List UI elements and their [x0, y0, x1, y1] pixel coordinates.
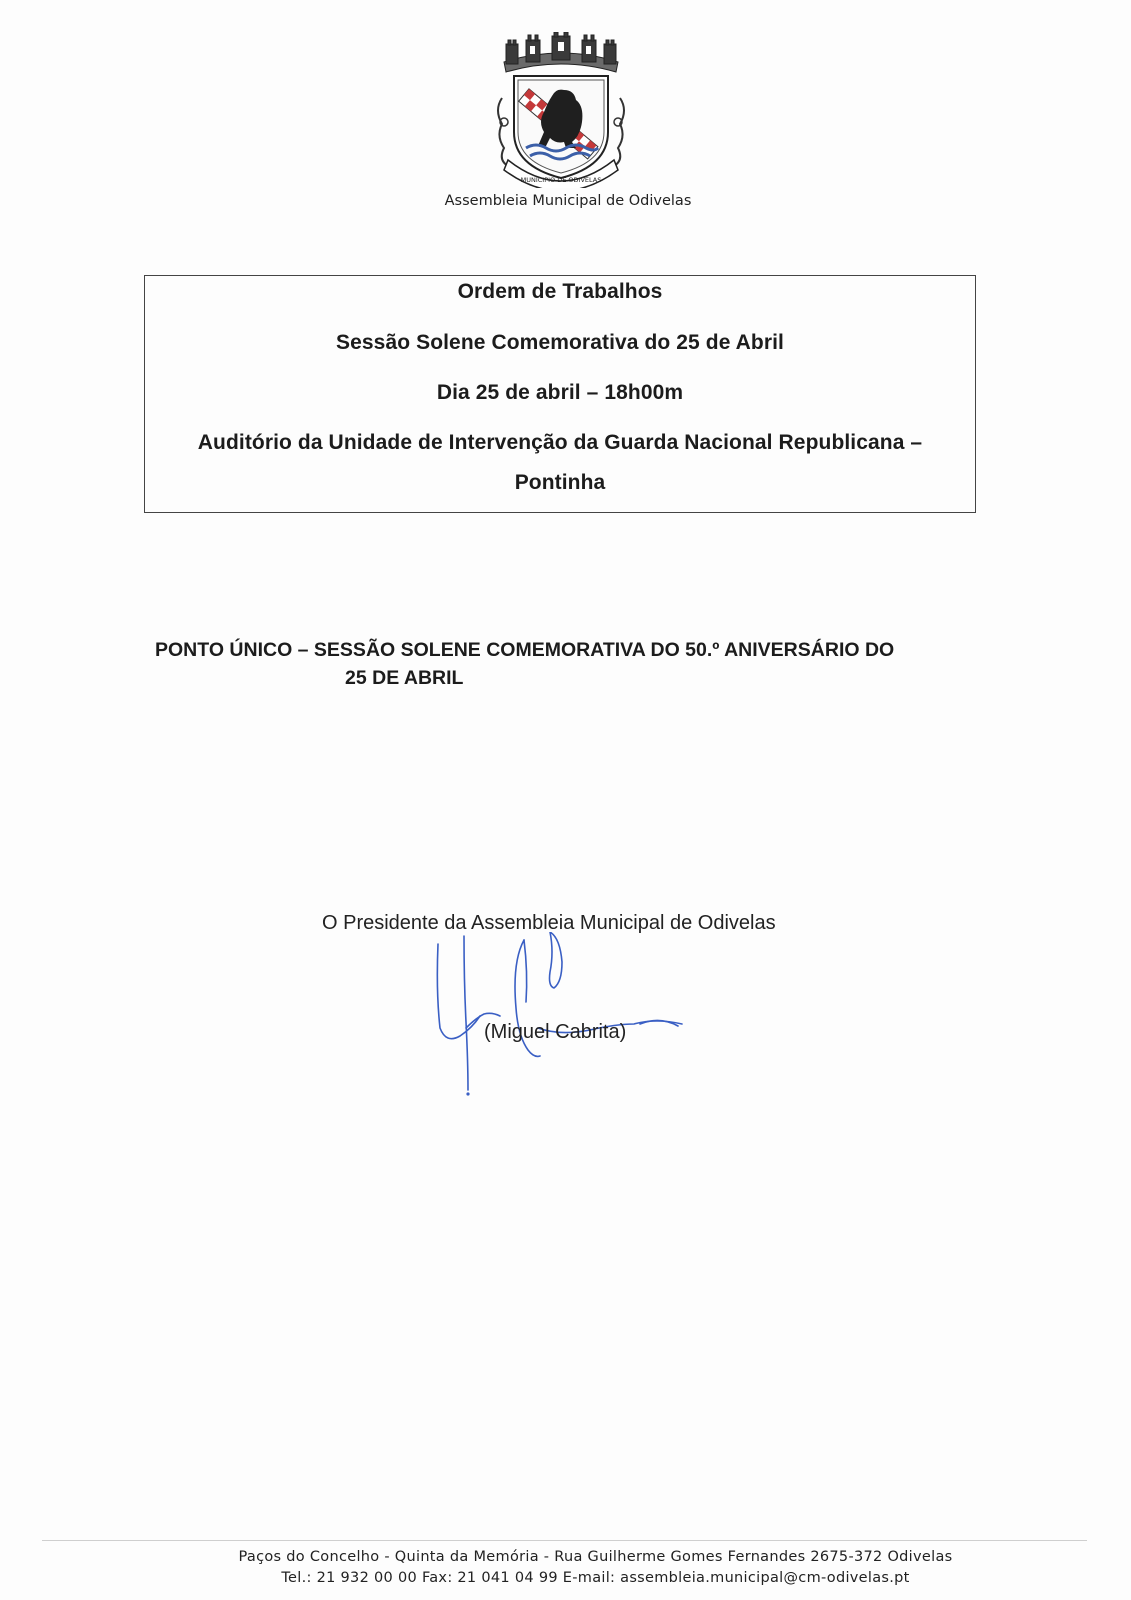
session-title: Sessão Solene Comemorativa do 25 de Abril [336, 331, 784, 354]
venue-line-1: Auditório da Unidade de Intervenção da Guarda Nacional Republicana – [197, 431, 923, 454]
venue-line-2: Pontinha [514, 471, 606, 494]
session-date-time: Dia 25 de abril – 18h00m [436, 381, 684, 404]
single-point-line-2: 25 DE ABRIL [345, 667, 464, 689]
footer-contacts: Tel.: 21 932 00 00 Fax: 21 041 04 99 E-mail: assembleia.municipal@cm-odivelas.pt [281, 1570, 910, 1586]
agenda-box [144, 275, 976, 513]
agenda-title: Ordem de Trabalhos [457, 280, 663, 303]
signatory-name: (Miguel Cabrita) [484, 1021, 627, 1043]
odivelas-crest-logo [494, 32, 628, 188]
assembly-name: Assembleia Municipal de Odivelas [444, 193, 692, 209]
handwritten-signature [420, 932, 700, 1104]
single-agenda-point [155, 636, 985, 692]
footer-address: Paços do Concelho - Quinta da Memória - Rua Guilherme Gomes Fernandes 2675-372 Odivelas [238, 1549, 953, 1565]
single-point-line-1: PONTO ÚNICO – SESSÃO SOLENE COMEMORATIVA DO 50.º ANIVERSÁRIO DO [155, 639, 895, 661]
footer-divider [42, 1540, 1087, 1541]
signatory-role: O Presidente da Assembleia Municipal de Odivelas [322, 912, 776, 934]
crest-ribbon-text: MUNICIPIO DE ODIVELAS [520, 176, 602, 184]
